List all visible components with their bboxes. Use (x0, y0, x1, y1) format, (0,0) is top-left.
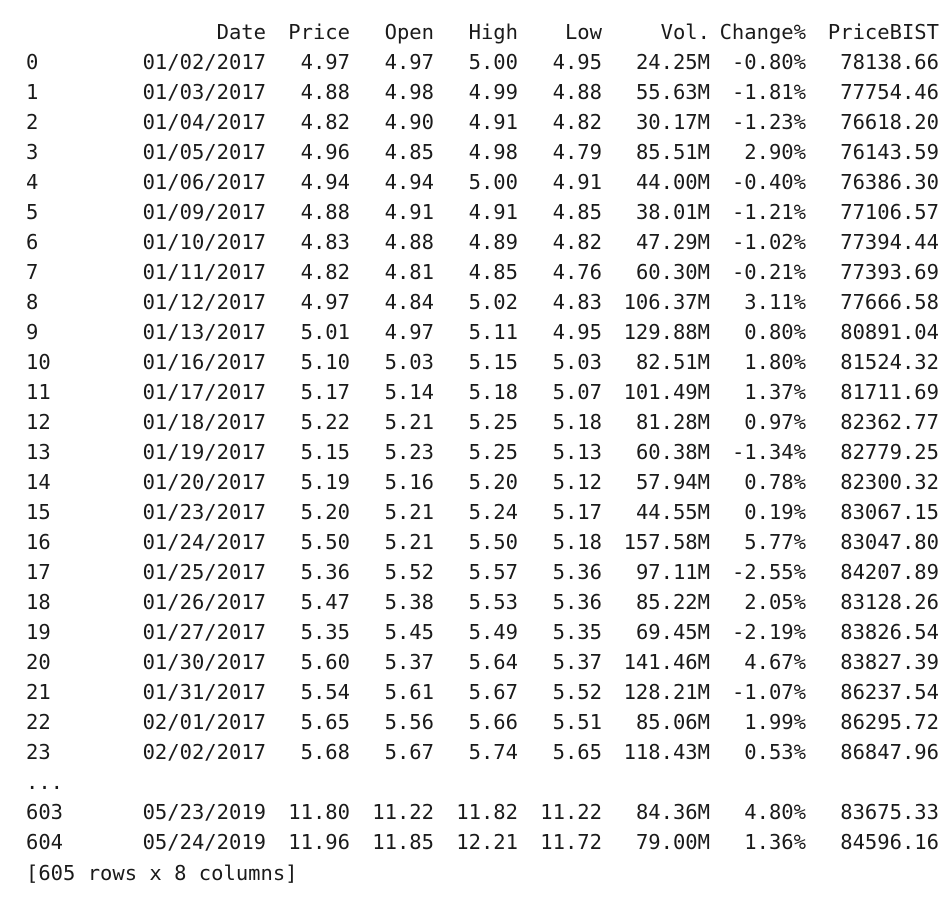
open-cell: 4.97 (384, 320, 434, 344)
low-cell: 5.36 (552, 560, 602, 584)
column-header-volume: Vol. (660, 20, 710, 44)
date-cell: 01/13/2017 (142, 320, 266, 344)
table-row (26, 77, 939, 107)
row-index: 1 (26, 80, 39, 104)
date-cell: 01/11/2017 (142, 260, 266, 284)
volume-cell: 157.58M (623, 530, 710, 554)
low-cell: 4.82 (552, 230, 602, 254)
column-header-pricebist: PriceBIST (827, 20, 939, 44)
open-cell: 5.56 (384, 710, 434, 734)
open-cell: 11.85 (372, 830, 434, 854)
low-cell: 5.37 (552, 650, 602, 674)
price-cell: 11.80 (288, 800, 350, 824)
volume-cell: 85.06M (635, 710, 710, 734)
table-row (26, 827, 939, 857)
pricebist-cell: 81524.32 (840, 350, 939, 374)
change-cell: -1.34% (731, 440, 806, 464)
index-header (26, 17, 86, 47)
price-cell: 5.60 (300, 650, 350, 674)
change-cell: 2.90% (744, 140, 806, 164)
date-cell: 01/23/2017 (142, 500, 266, 524)
row-index: 6 (26, 230, 39, 254)
low-cell: 5.18 (552, 410, 602, 434)
high-cell: 5.02 (468, 290, 518, 314)
date-cell: 01/26/2017 (142, 590, 266, 614)
pricebist-cell: 77754.46 (840, 80, 939, 104)
row-index: 23 (26, 740, 51, 764)
high-cell: 5.00 (468, 50, 518, 74)
date-cell: 01/25/2017 (142, 560, 266, 584)
table-row (26, 317, 939, 347)
change-cell: -2.19% (731, 620, 806, 644)
table-row (26, 167, 939, 197)
pricebist-cell: 83826.54 (840, 620, 939, 644)
open-cell: 4.97 (384, 50, 434, 74)
high-cell: 11.82 (456, 800, 518, 824)
change-cell: -1.23% (731, 110, 806, 134)
row-index: 7 (26, 260, 39, 284)
pricebist-cell: 83128.26 (840, 590, 939, 614)
date-cell: 01/18/2017 (142, 410, 266, 434)
open-cell: 4.85 (384, 140, 434, 164)
volume-cell: 128.21M (623, 680, 710, 704)
low-cell: 5.17 (552, 500, 602, 524)
date-cell: 05/24/2019 (142, 830, 266, 854)
change-cell: 1.36% (744, 830, 806, 854)
volume-cell: 97.11M (635, 560, 710, 584)
date-cell: 05/23/2019 (142, 800, 266, 824)
change-cell: -2.55% (731, 560, 806, 584)
row-index: 604 (26, 830, 64, 854)
price-cell: 5.54 (300, 680, 350, 704)
price-cell: 5.20 (300, 500, 350, 524)
pricebist-cell: 83827.39 (840, 650, 939, 674)
volume-cell: 101.49M (623, 380, 710, 404)
date-cell: 01/12/2017 (142, 290, 266, 314)
low-cell: 4.95 (552, 320, 602, 344)
row-index: 10 (26, 350, 51, 374)
volume-cell: 47.29M (635, 230, 710, 254)
low-cell: 4.76 (552, 260, 602, 284)
date-cell: 01/24/2017 (142, 530, 266, 554)
low-cell: 5.65 (552, 740, 602, 764)
pricebist-cell: 76143.59 (840, 140, 939, 164)
column-header-change: Change% (719, 20, 806, 44)
row-index: 603 (26, 800, 64, 824)
date-cell: 01/31/2017 (142, 680, 266, 704)
pricebist-cell: 77666.58 (840, 290, 939, 314)
change-cell: 4.80% (744, 800, 806, 824)
open-cell: 5.37 (384, 650, 434, 674)
change-cell: 1.99% (744, 710, 806, 734)
change-cell: -1.21% (731, 200, 806, 224)
low-cell: 4.85 (552, 200, 602, 224)
high-cell: 4.91 (468, 200, 518, 224)
table-row (26, 737, 939, 767)
pricebist-cell: 82362.77 (840, 410, 939, 434)
change-cell: 0.53% (744, 740, 806, 764)
volume-cell: 44.55M (635, 500, 710, 524)
row-index: 21 (26, 680, 51, 704)
pricebist-cell: 86295.72 (840, 710, 939, 734)
row-index: 20 (26, 650, 51, 674)
table-row (26, 467, 939, 497)
high-cell: 5.24 (468, 500, 518, 524)
open-cell: 4.81 (384, 260, 434, 284)
open-cell: 5.45 (384, 620, 434, 644)
low-cell: 5.35 (552, 620, 602, 644)
column-header-date: Date (216, 20, 266, 44)
low-cell: 4.88 (552, 80, 602, 104)
table-row (26, 617, 939, 647)
change-cell: -1.07% (731, 680, 806, 704)
pricebist-cell: 86237.54 (840, 680, 939, 704)
price-cell: 4.88 (300, 200, 350, 224)
row-index: 5 (26, 200, 39, 224)
pricebist-cell: 81711.69 (840, 380, 939, 404)
pricebist-cell: 77394.44 (840, 230, 939, 254)
table-row (26, 587, 939, 617)
low-cell: 11.22 (540, 800, 602, 824)
table-row (26, 527, 939, 557)
pricebist-cell: 82779.25 (840, 440, 939, 464)
low-cell: 5.18 (552, 530, 602, 554)
volume-cell: 85.22M (635, 590, 710, 614)
column-header-price: Price (288, 20, 350, 44)
date-cell: 01/02/2017 (142, 50, 266, 74)
price-cell: 5.22 (300, 410, 350, 434)
volume-cell: 85.51M (635, 140, 710, 164)
volume-cell: 44.00M (635, 170, 710, 194)
price-cell: 4.83 (300, 230, 350, 254)
pricebist-cell: 84596.16 (840, 830, 939, 854)
volume-cell: 60.38M (635, 440, 710, 464)
table-row (26, 377, 939, 407)
price-cell: 4.96 (300, 140, 350, 164)
high-cell: 5.18 (468, 380, 518, 404)
pricebist-cell: 83675.33 (840, 800, 939, 824)
volume-cell: 79.00M (635, 830, 710, 854)
column-header-high: High (468, 20, 518, 44)
row-index: 17 (26, 560, 51, 584)
column-header-open: Open (384, 20, 434, 44)
date-cell: 01/03/2017 (142, 80, 266, 104)
table-row (26, 287, 939, 317)
row-index: 19 (26, 620, 51, 644)
date-cell: 02/01/2017 (142, 710, 266, 734)
price-cell: 4.97 (300, 50, 350, 74)
high-cell: 4.89 (468, 230, 518, 254)
high-cell: 5.25 (468, 440, 518, 464)
low-cell: 4.95 (552, 50, 602, 74)
pricebist-cell: 82300.32 (840, 470, 939, 494)
table-row (26, 437, 939, 467)
table-row (26, 497, 939, 527)
low-cell: 4.79 (552, 140, 602, 164)
high-cell: 5.25 (468, 410, 518, 434)
row-index: 0 (26, 50, 39, 74)
open-cell: 5.21 (384, 500, 434, 524)
high-cell: 5.20 (468, 470, 518, 494)
row-index: 16 (26, 530, 51, 554)
row-index: 8 (26, 290, 39, 314)
row-index: 4 (26, 170, 39, 194)
table-row (26, 677, 939, 707)
row-index: 18 (26, 590, 51, 614)
pricebist-cell: 84207.89 (840, 560, 939, 584)
pricebist-cell: 86847.96 (840, 740, 939, 764)
pricebist-cell: 83047.80 (840, 530, 939, 554)
table-row (26, 47, 939, 77)
open-cell: 4.84 (384, 290, 434, 314)
volume-cell: 24.25M (635, 50, 710, 74)
date-cell: 01/04/2017 (142, 110, 266, 134)
date-cell: 01/17/2017 (142, 380, 266, 404)
open-cell: 4.94 (384, 170, 434, 194)
price-cell: 5.19 (300, 470, 350, 494)
date-cell: 01/10/2017 (142, 230, 266, 254)
open-cell: 5.14 (384, 380, 434, 404)
price-cell: 5.17 (300, 380, 350, 404)
low-cell: 4.82 (552, 110, 602, 134)
change-cell: 0.19% (744, 500, 806, 524)
volume-cell: 141.46M (623, 650, 710, 674)
change-cell: -0.21% (731, 260, 806, 284)
low-cell: 5.03 (552, 350, 602, 374)
change-cell: -1.02% (731, 230, 806, 254)
table-row (26, 557, 939, 587)
row-index: 2 (26, 110, 39, 134)
date-cell: 01/30/2017 (142, 650, 266, 674)
date-cell: 01/20/2017 (142, 470, 266, 494)
table-row (26, 797, 939, 827)
header-row (26, 17, 939, 47)
volume-cell: 129.88M (623, 320, 710, 344)
date-cell: 01/16/2017 (142, 350, 266, 374)
price-cell: 5.35 (300, 620, 350, 644)
volume-cell: 55.63M (635, 80, 710, 104)
table-row (26, 407, 939, 437)
dataframe-summary: [605 rows x 8 columns] (26, 861, 298, 885)
open-cell: 5.21 (384, 530, 434, 554)
date-cell: 01/05/2017 (142, 140, 266, 164)
high-cell: 5.00 (468, 170, 518, 194)
change-cell: 1.37% (744, 380, 806, 404)
row-index: 15 (26, 500, 51, 524)
volume-cell: 118.43M (623, 740, 710, 764)
date-cell: 01/27/2017 (142, 620, 266, 644)
high-cell: 4.91 (468, 110, 518, 134)
high-cell: 5.49 (468, 620, 518, 644)
price-cell: 5.36 (300, 560, 350, 584)
date-cell: 01/06/2017 (142, 170, 266, 194)
pricebist-cell: 80891.04 (840, 320, 939, 344)
open-cell: 5.16 (384, 470, 434, 494)
low-cell: 5.51 (552, 710, 602, 734)
table-row (26, 257, 939, 287)
table-row (26, 197, 939, 227)
price-cell: 5.68 (300, 740, 350, 764)
open-cell: 5.38 (384, 590, 434, 614)
open-cell: 5.23 (384, 440, 434, 464)
low-cell: 5.13 (552, 440, 602, 464)
high-cell: 4.85 (468, 260, 518, 284)
pricebist-cell: 83067.15 (840, 500, 939, 524)
price-cell: 4.88 (300, 80, 350, 104)
price-cell: 11.96 (288, 830, 350, 854)
pricebist-cell: 76386.30 (840, 170, 939, 194)
table-row (26, 647, 939, 677)
open-cell: 5.03 (384, 350, 434, 374)
change-cell: 2.05% (744, 590, 806, 614)
volume-cell: 69.45M (635, 620, 710, 644)
dataframe-table (26, 17, 939, 857)
volume-cell: 106.37M (623, 290, 710, 314)
high-cell: 5.67 (468, 680, 518, 704)
row-index: 22 (26, 710, 51, 734)
price-cell: 5.10 (300, 350, 350, 374)
volume-cell: 60.30M (635, 260, 710, 284)
volume-cell: 82.51M (635, 350, 710, 374)
pricebist-cell: 77106.57 (840, 200, 939, 224)
low-cell: 4.91 (552, 170, 602, 194)
low-cell: 4.83 (552, 290, 602, 314)
row-index: 14 (26, 470, 51, 494)
high-cell: 5.50 (468, 530, 518, 554)
open-cell: 5.61 (384, 680, 434, 704)
open-cell: 4.88 (384, 230, 434, 254)
pricebist-cell: 78138.66 (840, 50, 939, 74)
change-cell: 4.67% (744, 650, 806, 674)
table-row (26, 227, 939, 257)
pricebist-cell: 76618.20 (840, 110, 939, 134)
column-header-low: Low (564, 20, 602, 44)
change-cell: 5.77% (744, 530, 806, 554)
open-cell: 11.22 (372, 800, 434, 824)
date-cell: 01/19/2017 (142, 440, 266, 464)
change-cell: 3.11% (744, 290, 806, 314)
high-cell: 5.57 (468, 560, 518, 584)
row-index: 13 (26, 440, 51, 464)
date-cell: 02/02/2017 (142, 740, 266, 764)
high-cell: 4.98 (468, 140, 518, 164)
date-cell: 01/09/2017 (142, 200, 266, 224)
ellipsis-row (26, 767, 939, 797)
price-cell: 5.01 (300, 320, 350, 344)
high-cell: 12.21 (456, 830, 518, 854)
volume-cell: 84.36M (635, 800, 710, 824)
pricebist-cell: 77393.69 (840, 260, 939, 284)
price-cell: 5.47 (300, 590, 350, 614)
change-cell: -0.40% (731, 170, 806, 194)
price-cell: 4.97 (300, 290, 350, 314)
table-row (26, 107, 939, 137)
price-cell: 5.15 (300, 440, 350, 464)
high-cell: 5.74 (468, 740, 518, 764)
price-cell: 5.65 (300, 710, 350, 734)
row-index: 9 (26, 320, 39, 344)
price-cell: 4.94 (300, 170, 350, 194)
open-cell: 4.91 (384, 200, 434, 224)
change-cell: -1.81% (731, 80, 806, 104)
price-cell: 4.82 (300, 260, 350, 284)
volume-cell: 38.01M (635, 200, 710, 224)
row-index: 12 (26, 410, 51, 434)
volume-cell: 81.28M (635, 410, 710, 434)
low-cell: 11.72 (540, 830, 602, 854)
volume-cell: 30.17M (635, 110, 710, 134)
volume-cell: 57.94M (635, 470, 710, 494)
price-cell: 4.82 (300, 110, 350, 134)
low-cell: 5.12 (552, 470, 602, 494)
ellipsis-marker: ... (26, 770, 64, 794)
change-cell: -0.80% (731, 50, 806, 74)
open-cell: 5.21 (384, 410, 434, 434)
high-cell: 5.66 (468, 710, 518, 734)
high-cell: 5.11 (468, 320, 518, 344)
dataframe-body (26, 47, 939, 857)
change-cell: 1.80% (744, 350, 806, 374)
high-cell: 4.99 (468, 80, 518, 104)
row-index: 3 (26, 140, 39, 164)
open-cell: 5.52 (384, 560, 434, 584)
change-cell: 0.80% (744, 320, 806, 344)
high-cell: 5.15 (468, 350, 518, 374)
low-cell: 5.52 (552, 680, 602, 704)
open-cell: 4.98 (384, 80, 434, 104)
table-row (26, 707, 939, 737)
table-row (26, 347, 939, 377)
table-row (26, 137, 939, 167)
low-cell: 5.07 (552, 380, 602, 404)
high-cell: 5.64 (468, 650, 518, 674)
price-cell: 5.50 (300, 530, 350, 554)
change-cell: 0.78% (744, 470, 806, 494)
open-cell: 4.90 (384, 110, 434, 134)
low-cell: 5.36 (552, 590, 602, 614)
change-cell: 0.97% (744, 410, 806, 434)
row-index: 11 (26, 380, 51, 404)
open-cell: 5.67 (384, 740, 434, 764)
high-cell: 5.53 (468, 590, 518, 614)
